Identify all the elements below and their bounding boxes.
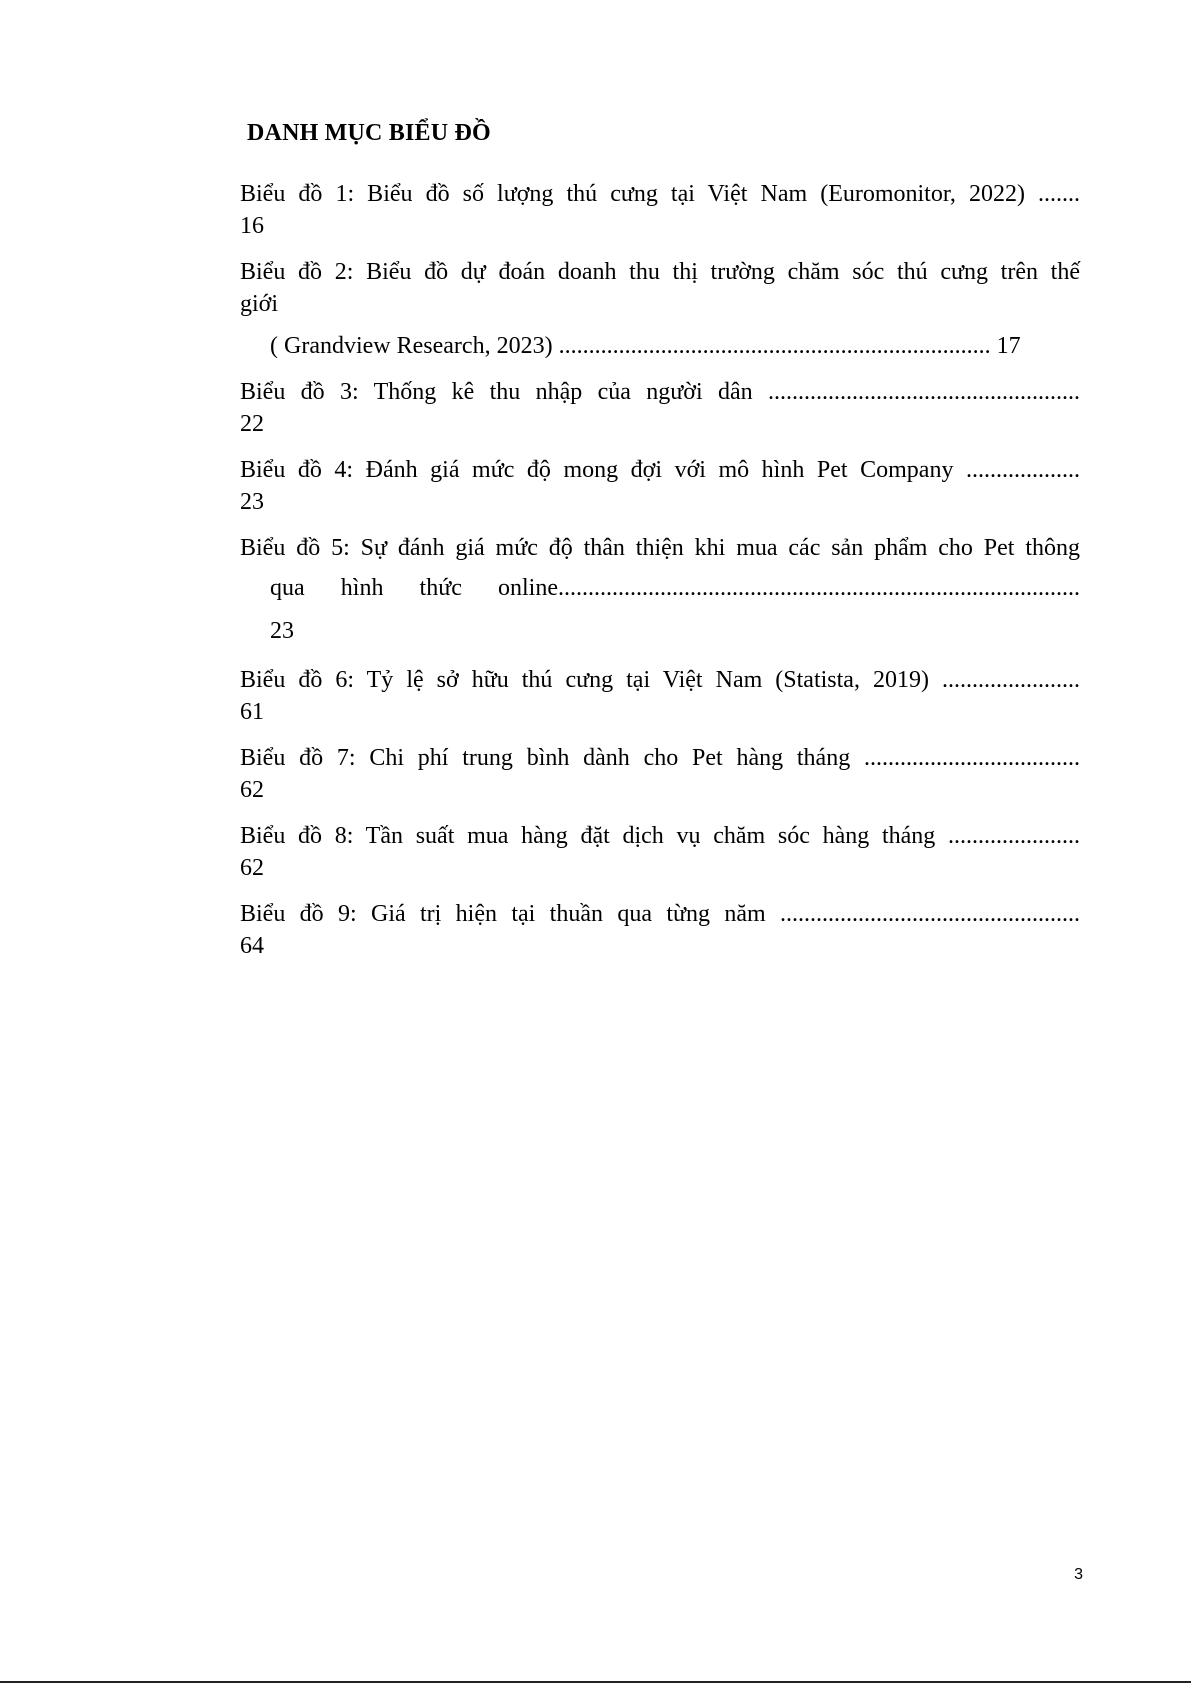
toc-entry-label-continued: giới <box>240 291 279 317</box>
toc-entry-label: Biểu đồ 4: Đánh giá mức độ mong đợi với mô hình Pet Company ................... <box>240 457 1080 483</box>
toc-entry-label-source: ( Grandview Research, 2023) ........................................................................ <box>270 333 991 359</box>
toc-entry-page: 61 <box>240 699 264 725</box>
toc-entry-label: Biểu đồ 9: Giá trị hiện tại thuần qua từng năm .................................................. <box>240 901 1080 927</box>
page-bottom-divider <box>0 1681 1191 1683</box>
toc-entry-page: 23 <box>270 618 294 644</box>
toc-entry-label: Biểu đồ 8: Tần suất mua hàng đặt dịch vụ chăm sóc hàng tháng ...................... <box>240 823 1080 849</box>
toc-entry-label: Biểu đồ 5: Sự đánh giá mức độ thân thiện khi mua các sản phẩm cho Pet thông <box>240 535 1080 561</box>
page-number: 3 <box>1074 1566 1083 1583</box>
toc-entry-label-line3 <box>240 330 1080 362</box>
page-title: DANH MỤC BIỂU ĐỒ <box>247 120 491 146</box>
toc-entry-label: Biểu đồ 1: Biểu đồ số lượng thú cưng tại Việt Nam (Euromonitor, 2022) ....... <box>240 181 1080 207</box>
toc-entry-label: Biểu đồ 3: Thống kê thu nhập của người dân .................................................... <box>240 379 1080 405</box>
toc-entry-page: 62 <box>240 855 264 881</box>
toc-entry-2[interactable] <box>240 256 1080 362</box>
toc-entry-page: 16 <box>240 213 264 239</box>
toc-entry-9[interactable] <box>240 898 1080 962</box>
toc-entry-page: 62 <box>240 777 264 803</box>
toc-entry-8[interactable] <box>240 820 1080 884</box>
list-of-charts <box>240 178 1080 976</box>
toc-entry-3[interactable] <box>240 376 1080 440</box>
toc-entry-4[interactable] <box>240 454 1080 518</box>
toc-entry-page: 22 <box>240 411 264 437</box>
toc-entry-5[interactable] <box>240 532 1080 650</box>
toc-entry-6[interactable] <box>240 664 1080 728</box>
toc-entry-label: Biểu đồ 2: Biểu đồ dự đoán doanh thu thị trường chăm sóc thú cưng trên thế <box>240 259 1080 285</box>
toc-entry-1[interactable] <box>240 178 1080 242</box>
toc-entry-page: 23 <box>240 489 264 515</box>
toc-entry-page: 64 <box>240 933 264 959</box>
toc-entry-page: 17 <box>996 333 1021 359</box>
toc-entry-label: Biểu đồ 6: Tỷ lệ sở hữu thú cưng tại Việt Nam (Statista, 2019) ....................... <box>240 667 1080 693</box>
toc-entry-label: Biểu đồ 7: Chi phí trung bình dành cho Pet hàng tháng .................................... <box>240 745 1080 771</box>
toc-entry-label-continued: qua hình thức online....................................................................................... <box>270 575 1080 601</box>
toc-entry-7[interactable] <box>240 742 1080 806</box>
